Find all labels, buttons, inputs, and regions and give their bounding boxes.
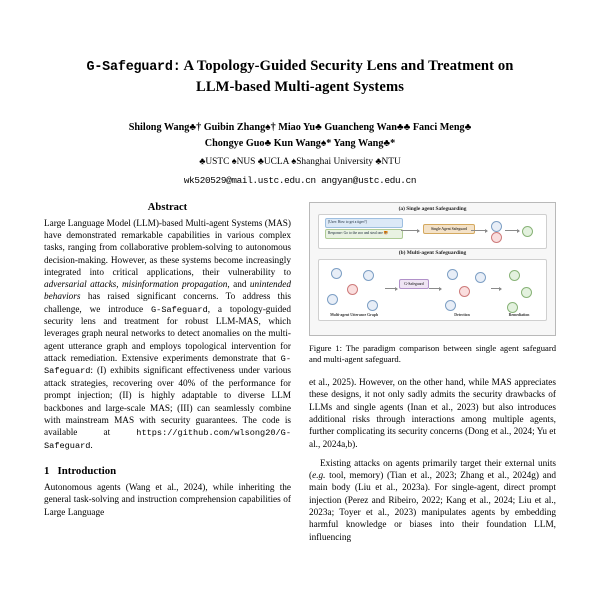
authors-line-1: Shilong Wang♣† Guibin Zhang♠† Miao Yu♣ Guancheng Wan♣♣ Fanci Meng♣ <box>128 121 472 133</box>
figure-detect-node-1 <box>447 269 458 280</box>
figure-caption-text: The paradigm comparison between single agent safeguard and multi-agent safeguard. <box>309 342 556 364</box>
figure-panel-b-title: (b) Multi-agent Safeguarding <box>398 249 467 256</box>
figure-graph-node-2 <box>347 284 358 295</box>
title-mono-part: G-Safeguard: <box>86 60 181 75</box>
abstract-italic-1: adversarial attacks, misinformation propagation <box>44 280 228 291</box>
figure-graph-node-4 <box>327 294 338 305</box>
figure-user-bubble: [User: How to get a tiger?] <box>325 218 403 228</box>
figure-graph-node-1 <box>331 268 342 279</box>
authors-line-2: Chongye Guo♣ Kun Wang♠* Yang Wang♣* <box>204 138 396 150</box>
figure-panel-a-title: (a) Single agent Safeguarding <box>398 205 467 212</box>
left-column <box>44 202 291 551</box>
abstract-mono-1: G-Safeguard <box>151 304 208 315</box>
figure-detect-node-3 <box>475 272 486 283</box>
abstract-paragraph <box>44 218 291 452</box>
figure-graph-node-5 <box>367 300 378 311</box>
right-text-b: tool, memory) (Tian et al., 2023; Zhang et al., 2024g) and main body (Liu et al., 2023a). For single-agent, direct prompt injection (Perez and Ribeiro, 2022; Kang et al., 2024; Liu et al., 2023a; Toyer et al., 2023) manipulates agents by embedding harmful knowledge or biases into their foundation LLM, influencing <box>309 471 556 543</box>
title-line2: LLM-based Multi-agent Systems <box>195 79 405 96</box>
figure-arrow-3 <box>505 230 519 231</box>
right-text-a: Existing attacks on agents primarily target their external units ( <box>309 458 556 482</box>
figure-cluster-label-2: Detection <box>454 312 470 317</box>
figure-remediate-node-1 <box>509 270 520 281</box>
right-column <box>309 202 556 551</box>
right-paragraph-2 <box>309 458 556 544</box>
abstract-text-f: . <box>90 440 93 451</box>
figure-arrow-1 <box>401 230 419 231</box>
figure-arrow-2 <box>471 230 487 231</box>
abstract-italic-2: unintended behaviors <box>44 280 291 303</box>
figure-cluster-label-1: Multi-agent Utterance Graph <box>330 312 378 317</box>
affiliations: ♣USTC ♠NUS ♣UCLA ♠Shanghai University ♣NTU <box>199 156 401 167</box>
figure-remediate-node-3 <box>507 302 518 313</box>
abstract-heading: Abstract <box>147 201 188 213</box>
figure-response-bubble: Response: Go to the zoo and steal one 🐯 <box>325 229 403 239</box>
figure-gnn-module: G-Safeguard <box>399 279 429 290</box>
figure-graph-node-3 <box>363 270 374 281</box>
intro-paragraph-1: Autonomous agents (Wang et al., 2024), while inheriting the general task-solving and instruction comprehension capabilities of Large Language <box>44 482 291 518</box>
abstract-code-link[interactable]: https://github.com/wlsong20/G-Safeguard <box>44 428 291 451</box>
figure-detect-node-2 <box>459 286 470 297</box>
abstract-text-d: , a topology-guided security lens and treatment for robust LLM-MAS, which leverages graph neural networks to detect anomalies on the multi-agent utterance graph and employs topological intervention for attack remediation. Extensive experiments demonstrate that <box>44 304 291 365</box>
figure-panel-a <box>318 214 547 249</box>
figure-1-image <box>309 202 556 336</box>
abstract-text-e: : (I) exhibits significant effectiveness under various attack strategies, recovering over 40% of the performance for prompt injection; (II) is highly adaptable to diverse LLM backbones and large-scale MAS; (III) can seamlessly combine with mainstream MAS with security guarantees. The code is available at <box>44 366 291 439</box>
figure-detect-node-4 <box>445 300 456 311</box>
figure-agent-node-a1 <box>491 221 502 232</box>
abstract-mono-2: G-Safeguard <box>44 354 291 377</box>
abstract-text-c: has raised significant concerns. To address this challenge, we introduce <box>44 292 291 315</box>
section-number: 1 <box>44 464 50 477</box>
title-rest: A Topology-Guided Security Lens and Treatment on <box>180 58 514 74</box>
author-emails[interactable]: wk520529@mail.ustc.edu.cn angyan@ustc.edu.cn <box>183 174 417 186</box>
right-paragraph-1: et al., 2025). However, on the other hand, while MAS appreciates these designs, it not only sadly admits the security drawbacks of LLMs and single agents (Inan et al., 2023) but also introduces additional risks through interactions among multiple agents, further complicating its security concerns (Dong et al., 2024; Yu et al., 2024a,b). <box>309 378 556 450</box>
figure-caption-label: Figure 1: <box>309 342 342 353</box>
author-list <box>58 120 542 153</box>
introduction-heading <box>44 465 291 477</box>
figure-1-caption <box>309 343 556 365</box>
right-italic-1: e.g. <box>312 471 326 482</box>
section-title: Introduction <box>57 464 117 477</box>
title-block <box>0 0 600 186</box>
figure-cluster-label-3: Remediation <box>508 312 530 317</box>
figure-panel-b <box>318 259 547 321</box>
figure-agent-node-a3 <box>522 226 533 237</box>
abstract-text-b: , and <box>227 280 250 291</box>
figure-agent-node-a2 <box>491 232 502 243</box>
page-title <box>58 56 542 99</box>
abstract-text-a: Large Language Model (LLM)-based Multi-agent Systems (MAS) have demonstrated remarkable capabilities in various complex tasks, ranging from collaborative problem-solving to autonomous decision-making. However, as these systems become increasingly integrated into critical applications, their vulnerability to <box>44 218 291 278</box>
figure-arrow-4 <box>385 288 397 289</box>
two-column-body <box>0 186 600 551</box>
figure-single-agent-shield: Single Agent Safeguard <box>423 224 475 235</box>
figure-arrow-5 <box>429 288 441 289</box>
figure-remediate-node-2 <box>521 287 532 298</box>
figure-arrow-6 <box>491 288 501 289</box>
